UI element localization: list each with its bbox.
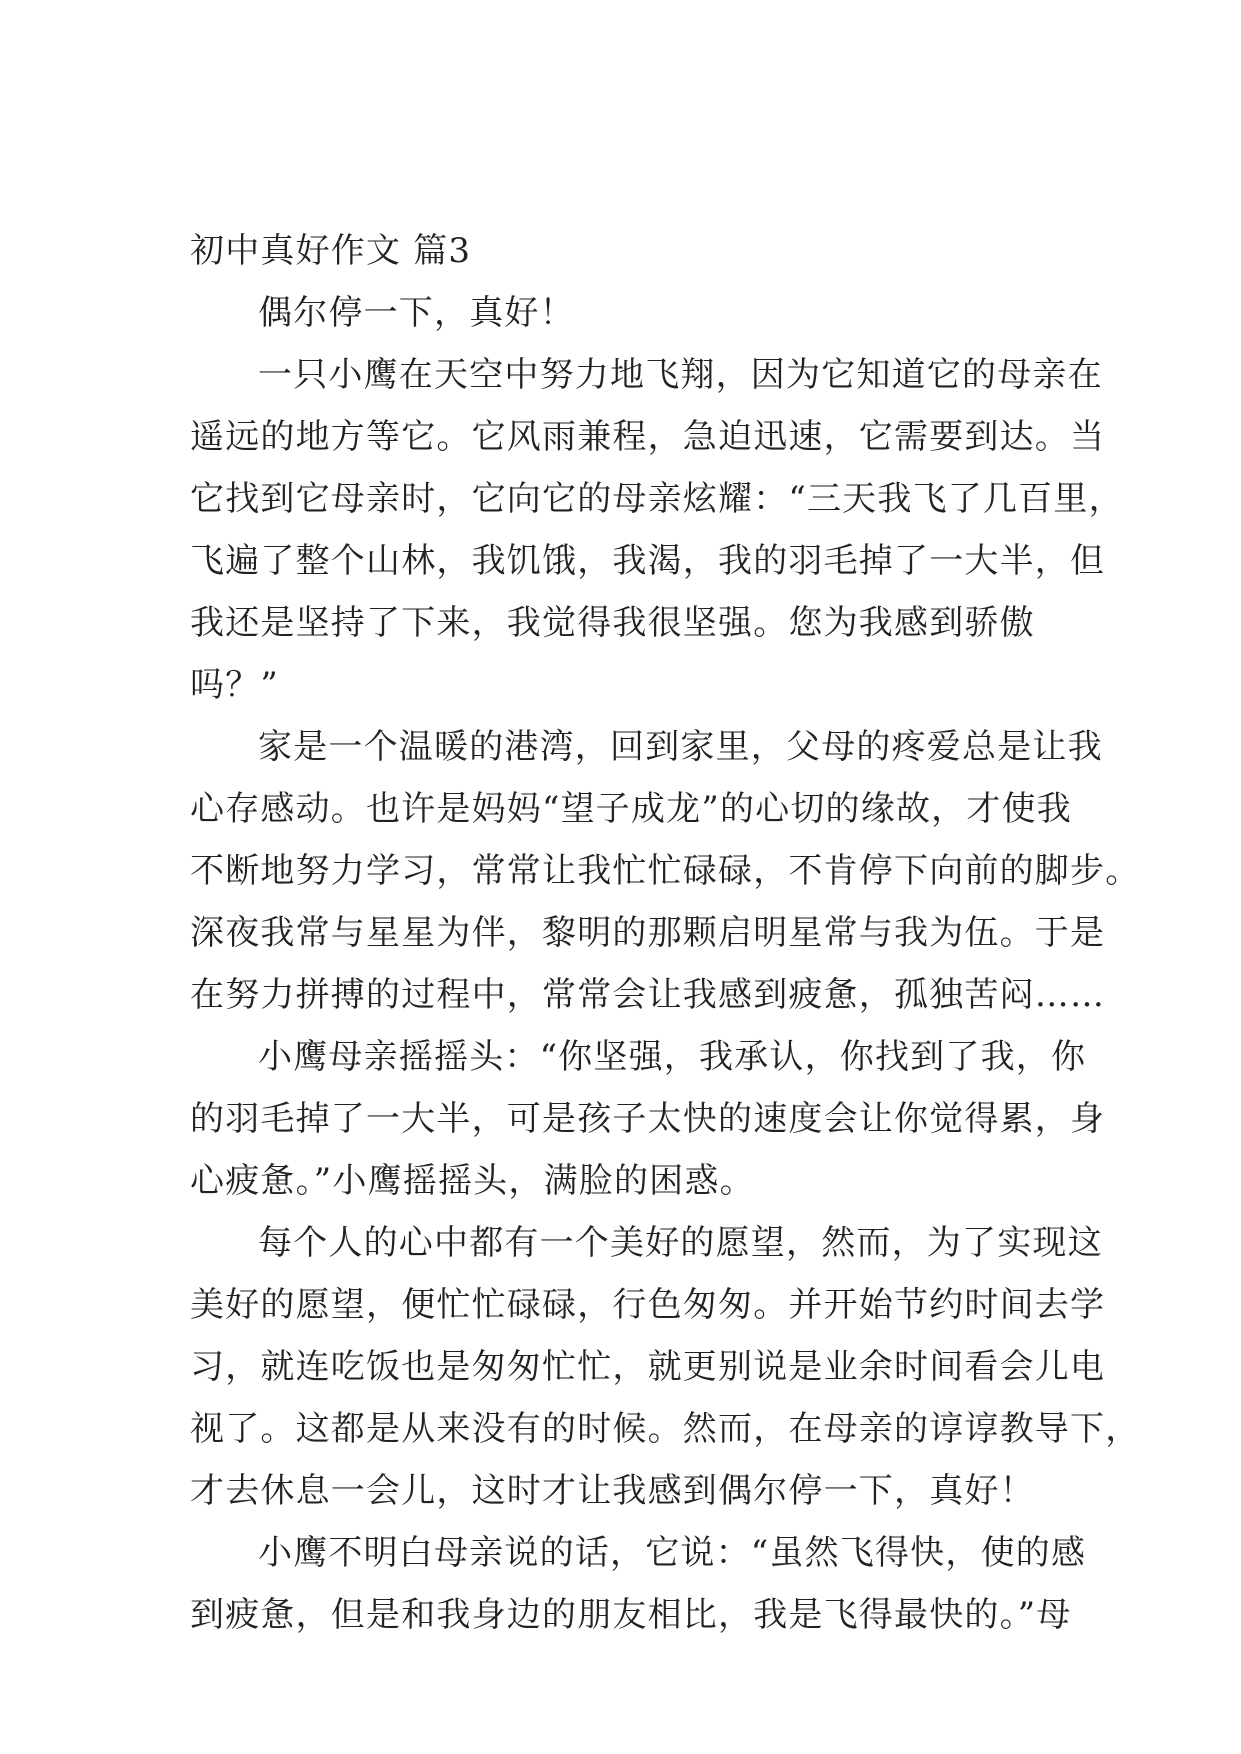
text-line: 飞遍了整个山林，我饥饿，我渴，我的羽毛掉了一大半，但	[190, 541, 1106, 581]
text-line: 心疲惫。”小鹰摇摇头，满脸的困惑。	[190, 1161, 755, 1201]
text-line: 家是一个温暖的港湾，回到家里，父母的疼爱总是让我	[258, 727, 1103, 767]
text-line: 不断地努力学习，常常让我忙忙碌碌，不肯停下向前的脚步。	[190, 851, 1141, 891]
text-line: 深夜我常与星星为伴，黎明的那颗启明星常与我为伍。于是	[190, 913, 1106, 953]
text-line: 习，就连吃饭也是匆匆忙忙，就更别说是业余时间看会儿电	[190, 1347, 1106, 1387]
text-line: 小鹰母亲摇摇头：“你坚强，我承认，你找到了我，你	[258, 1037, 1087, 1077]
text-line: 才去休息一会儿，这时才让我感到偶尔停一下，真好！	[190, 1471, 1035, 1511]
paragraph-lines	[190, 282, 1141, 1646]
text-line: 在努力拼搏的过程中，常常会让我感到疲惫，孤独苦闷……	[190, 975, 1106, 1015]
text-line: 遥远的地方等它。它风雨兼程，急迫迅速，它需要到达。当	[190, 417, 1106, 457]
text-line: 心存感动。也许是妈妈“望子成龙”的心切的缘故，才使我	[190, 789, 1072, 829]
text-line: 小鹰不明白母亲说的话，它说：“虽然飞得快，使的感	[258, 1533, 1087, 1573]
text-line: 它找到它母亲时，它向它的母亲炫耀：“三天我飞了几百里，	[190, 479, 1124, 519]
text-line: 每个人的心中都有一个美好的愿望，然而，为了实现这	[258, 1223, 1103, 1263]
text-line: 我还是坚持了下来，我觉得我很坚强。您为我感到骄傲	[190, 603, 1035, 643]
text-line: 吗？”	[190, 665, 279, 705]
document-title: 初中真好作文 篇3	[190, 231, 472, 271]
text-line: 的羽毛掉了一大半，可是孩子太快的速度会让你觉得累，身	[190, 1099, 1106, 1139]
document-body	[190, 220, 1141, 1646]
text-line: 视了。这都是从来没有的时候。然而，在母亲的谆谆教导下，	[190, 1409, 1141, 1449]
text-line: 一只小鹰在天空中努力地飞翔，因为它知道它的母亲在	[258, 355, 1103, 395]
text-line: 偶尔停一下，真好！	[258, 293, 575, 333]
text-line: 到疲惫，但是和我身边的朋友相比，我是飞得最快的。”母	[190, 1595, 1072, 1635]
text-line: 美好的愿望，便忙忙碌碌，行色匆匆。并开始节约时间去学	[190, 1285, 1106, 1325]
